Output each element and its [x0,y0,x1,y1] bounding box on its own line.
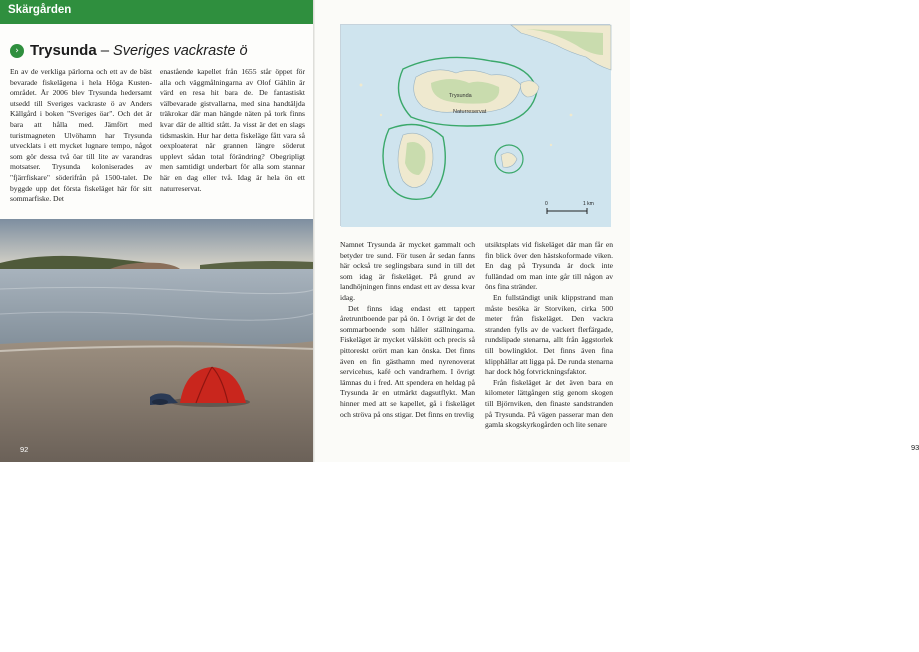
chapter-heading [10,42,248,59]
paragraph: Från fiskeläget är det även bara en kilometer lättgången stig genom skogen till Björnviken, den finaste sandstranden på Trysunda. På vägen passerar man den gamla skogskyrkogården och lite senare [485,377,613,430]
paragraph: utsiktsplats vid fiskeläget där man får en fin blick över den hästskoformade viken. En dag på Trysunda är dock inte fulländad om man inte går till någon av öns fina stränder. [485,240,613,292]
scale-start: 0 [545,201,548,207]
paragraph: enastående kapellet från 1655 står öppet för alla och väggmålningarna av Olof Gählin är värd en resa hit bara de. De fantastiskt välbevarade gistvallarna, med sina handtäljda träkrokar där man hängde näten på tork finns kvar där de alltid stått. Ja visst är det en slags tidsmaskin. Hur har detta fiskeläge fått vara så oexploaterat när grannen längre söderut upplevt sådan total förändring? Obegripligt men samtidigt underbart för alla som stannar här en dag eller två. Idag är hela ön ett naturreservat. [160,67,305,193]
map-label-trysunda: Trysunda [449,93,472,99]
paragraph: Det finns idag endast ett tappert åretruntboende par på ön. I övrigt är det de sommarboende som håller ställningarna. Fiskeläget är mycket välskött och precis så pittoreskt orört man kan önska. Det finns även en fin gästhamn med nyrenoverat servicehus, kafé och vandrarhem. I övrigt lämnas du i fred. Att spendera en heldag på Trysunda är en utmärkt dagsutflykt. Man hinner med att se kapellet, gå i fiskeläget och ströva på ons stigar. Det finns en trevlig [340,303,475,419]
scale-end: 1 km [583,201,594,207]
map-label-reserve: Naturreservat [453,109,487,115]
chapter-subtitle: Sveriges vackraste ö [113,42,248,59]
text-column-2 [160,67,305,194]
beach-photo [0,219,315,652]
chevron-right-icon: › [10,44,24,58]
page-number-right: 93 [911,443,919,452]
page-number-left: 92 [20,445,29,454]
section-title: Skärgården [8,4,72,16]
beach-tent-image [0,219,315,462]
section-header-bar [0,0,315,24]
photo-caption: Ensam i tältet på Björnvikens vita sandstrand. [18,644,148,652]
text-column-3 [340,240,475,420]
paragraph: En av de verkliga pärlorna och ett av de bäst bevarade fiskelägena i hela Höga Kusten-området. År 2006 blev Trysunda hedersamt utsedd till Sveriges vackraste ö av Anders Källgård i boken "Sveriges öar". Och det är bara att hålla med. Jämfört med turistmagneten Ulvöhamn har Trysunda utvecklats i ett mycket lugnare tempo, något som gör dessa två öar till lite av varandras motsatser. Trysunda koloniserades av "fjärrfiskare" söderifrån på 1500-talet. De byggde upp det första fiskeläget här för sitt sommarfiske. Det [10,67,152,204]
text-column-1 [10,67,152,205]
paragraph: Namnet Trysunda är mycket gammalt och betyder tre sund. För tusen år sedan fanns här också tre seglingsbara sund in till det som idag är fiskeläget. På grund av landhöjningen finns endast ett av dessa kvar idag. [340,240,475,302]
paragraph: En fullständigt unik klippstrand man måste besöka är Storviken, cirka 500 meter från fiskeläget. Den vackra stranden fylls av de vackert flerfärgade, rundslipade stenarna, allt från äggstorlek till bowlingklot. Det finns även fina klipphällar att ligga på. De runda stenarna har dock hög fotvrickningsfaktor. [485,292,613,377]
trysunda-map [340,24,610,226]
map-graphic [341,25,611,227]
chapter-title: Trysunda [30,42,97,59]
left-page [0,0,315,652]
text-column-4 [485,240,613,431]
chapter-dash: – [100,42,110,59]
